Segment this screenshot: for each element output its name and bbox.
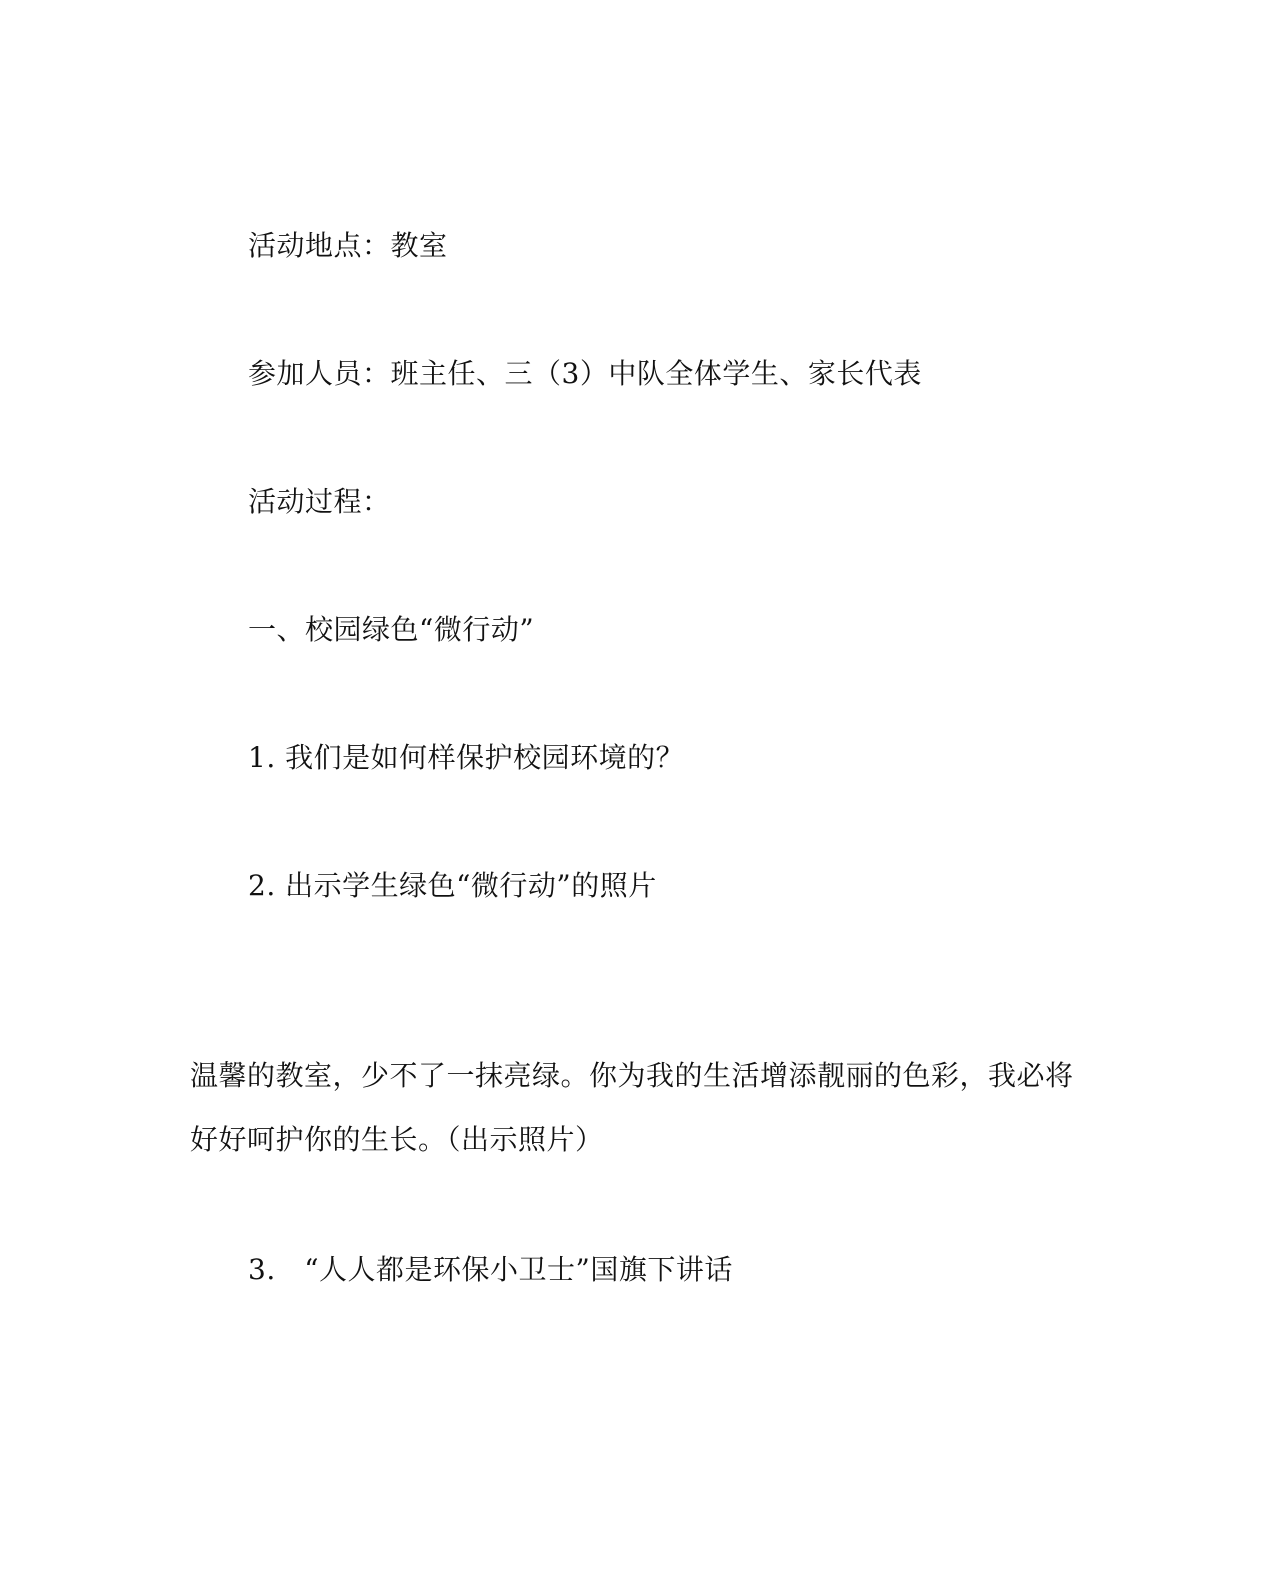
activity-process-heading: 活动过程： [248,485,391,518]
activity-location: 活动地点：教室 [248,229,448,262]
section-one-heading: 一、校园绿色“微行动” [248,613,535,646]
list-item-1: 1. 我们是如何样保护校园环境的？ [248,741,685,774]
body-paragraph: 温馨的教室，少不了一抹亮绿。你为我的生活增添靓丽的色彩，我必将好好呵护你的生长。（出示照片） [190,1059,1074,1156]
list-item-2: 2. 出示学生绿色“微行动”的照片 [248,869,657,902]
list-item-3: 3. “人人都是环保小卫士”国旗下讲话 [248,1253,733,1286]
participants: 参加人员：班主任、三（3）中队全体学生、家长代表 [248,357,922,390]
